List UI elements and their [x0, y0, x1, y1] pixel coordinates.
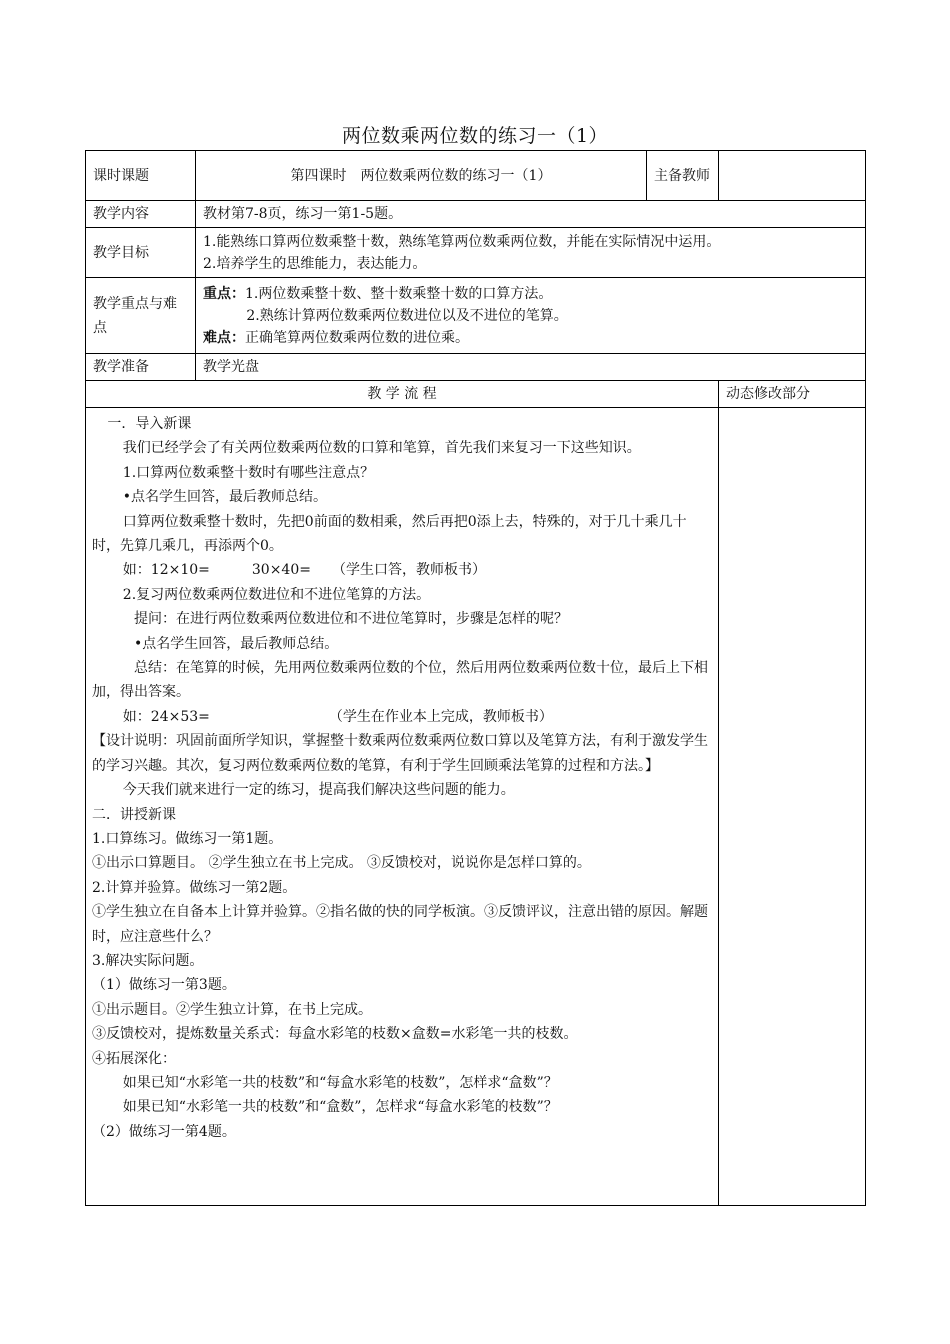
flow-paragraph: 1.口算两位数乘整十数时有哪些注意点？	[122, 464, 375, 481]
notes-label: 动态修改部分	[719, 381, 866, 408]
flow-paragraph: 1.口算练习。做练习一第1题。	[92, 830, 283, 847]
flow-section-1-heading: 一．导入新课	[107, 416, 192, 432]
difficulty-item: 正确笔算两位数乘两位数的进位乘。	[245, 329, 469, 346]
key-item-1: 1.两位数乘整十数、整十数乘整十数的口算方法。	[245, 285, 553, 302]
lesson-label: 课时课题	[86, 151, 196, 201]
lesson-plan-table	[85, 150, 866, 1206]
flow-paragraph: 提问：在进行两位数乘两位数进位和不进位笔算时，步骤是怎样的呢？	[134, 611, 568, 628]
flow-design-note: 【设计说明：巩固前面所学知识，掌握整十数乘两位数乘两位数口算以及笔算方法，有利于激发学生的学习兴趣。其次，复习两位数乘两位数的笔算，有利于学生回顾乘法笔算的过程和方法。】	[92, 733, 708, 774]
flow-paragraph: （1）做练习一第3题。	[92, 977, 236, 994]
teacher-label: 主备教师	[647, 151, 719, 201]
row-preparation	[86, 354, 866, 381]
row-flow-body	[86, 408, 866, 1206]
flow-paragraph: ①学生独立在自备本上计算并验算。②指名做的快的同学板演。③反馈评议，注意出错的原因。解题时，应注意些什么？	[92, 904, 708, 945]
row-flow-header	[86, 381, 866, 408]
flow-paragraph: 2.复习两位数乘两位数进位和不进位笔算的方法。	[122, 586, 431, 603]
flow-paragraph: •点名学生回答，最后教师总结。	[122, 489, 328, 506]
flow-paragraph: ①出示题目。②学生独立计算，在书上完成。	[92, 1001, 372, 1018]
content-label: 教学内容	[86, 201, 196, 228]
notes-column	[719, 408, 866, 1206]
flow-paragraph: •点名学生回答，最后教师总结。	[134, 635, 339, 652]
row-content	[86, 201, 866, 228]
row-key-points	[86, 278, 866, 354]
key-label: 教学重点与难点	[86, 278, 196, 354]
flow-paragraph: 如果已知“水彩笔一共的枝数”和“每盒水彩笔的枝数”，怎样求“盒数”？	[122, 1074, 558, 1091]
flow-content	[86, 408, 719, 1206]
flow-paragraph: ④拓展深化：	[92, 1050, 176, 1067]
flow-paragraph: 我们已经学会了有关两位数乘两位数的口算和笔算，首先我们来复习一下这些知识。	[122, 440, 641, 457]
flow-paragraph: 2.计算并验算。做练习一第2题。	[92, 879, 297, 896]
flow-paragraph: ①出示口算题目。 ②学生独立在书上完成。 ③反馈校对，说说你是怎样口算的。	[92, 855, 591, 872]
prep-label: 教学准备	[86, 354, 196, 381]
key-item-2: 2.熟练计算两位数乘两位数进位以及不进位的笔算。	[246, 307, 568, 324]
flow-section-2-heading: 二．讲授新课	[92, 806, 176, 823]
flow-paragraph: 如果已知“水彩笔一共的枝数”和“盒数”，怎样求“每盒水彩笔的枝数”？	[122, 1099, 558, 1116]
flow-paragraph: 如：12×10= 30×40= （学生口答，教师板书）	[122, 562, 486, 579]
difficulty-bold-label: 难点：	[203, 329, 245, 346]
flow-label: 教 学 流 程	[86, 381, 719, 408]
flow-paragraph: 今天我们就来进行一定的练习，提高我们解决这些问题的能力。	[122, 782, 515, 799]
goal-value	[196, 228, 866, 278]
key-value	[196, 278, 866, 354]
teacher-value	[719, 151, 866, 201]
flow-paragraph: 总结：在笔算的时候，先用两位数乘两位数的个位，然后用两位数乘两位数十位，最后上下相加，得出答案。	[92, 660, 708, 701]
prep-value: 教学光盘	[196, 354, 866, 381]
row-lesson-topic	[86, 151, 866, 201]
flow-paragraph: 口算两位数乘整十数时，先把0前面的数相乘，然后再把0添上去，特殊的，对于几十乘几十时，先算几乘几，再添两个0。	[92, 513, 687, 555]
flow-paragraph: 如：24×53= （学生在作业本上完成，教师板书）	[122, 708, 553, 725]
goal-item-1: 1.能熟练口算两位数乘整十数，熟练笔算两位数乘两位数，并能在实际情况中运用。	[203, 233, 721, 250]
document-title: 两位数乘两位数的练习一（1）	[341, 125, 609, 147]
lesson-value: 第四课时 两位数乘两位数的练习一（1）	[196, 151, 647, 201]
flow-paragraph: ③反馈校对，提炼数量关系式：每盒水彩笔的枝数×盒数=水彩笔一共的枝数。	[92, 1026, 578, 1043]
flow-paragraph: 3.解决实际问题。	[92, 952, 204, 969]
flow-paragraph: （2）做练习一第4题。	[92, 1123, 236, 1140]
key-bold-label: 重点：	[203, 285, 245, 302]
goal-label: 教学目标	[86, 228, 196, 278]
row-goals	[86, 228, 866, 278]
content-value: 教材第7-8页，练习一第1-5题。	[196, 201, 866, 228]
goal-item-2: 2.培养学生的思维能力，表达能力。	[203, 255, 427, 272]
